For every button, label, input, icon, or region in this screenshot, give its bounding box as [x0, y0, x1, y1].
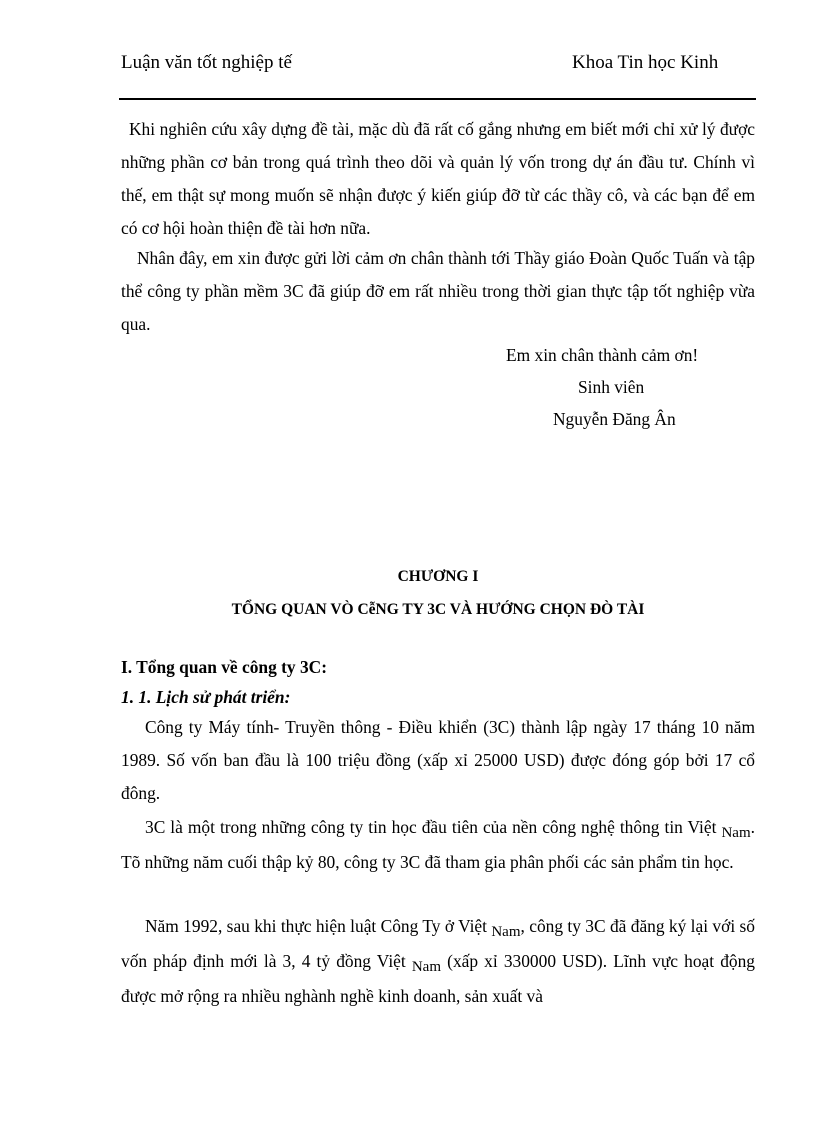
signature-thanks: Em xin chân thành cảm ơn! — [506, 345, 699, 365]
paragraph-3-text-c: (xấp xỉ 330000 USD). Lĩnh vực hoạt động được mở rộng ra nhiều nghành nghề kinh doanh, sản xuất và — [121, 951, 755, 1006]
section-paragraph-1: Công ty Máy tính- Truyền thông - Điều khiển (3C) thành lập ngày 17 tháng 10 năm 1989. Số vốn ban đầu là 100 triệu đồng (xấp xỉ 25000 USD) được đóng góp bởi 17 cổ đông. — [121, 717, 755, 803]
paragraph-3-nam-1: Nam — [491, 924, 521, 940]
signature-name: Nguyễn Đăng Ân — [553, 409, 676, 429]
signature-role: Sinh viên — [578, 377, 645, 397]
header-right-text: Khoa Tin học Kinh — [572, 52, 719, 73]
section-paragraph-2 — [121, 811, 755, 879]
paragraph-3-text-a: Năm 1992, sau khi thực hiện luật Công Ty ở Việt — [145, 916, 487, 936]
chapter-title: TỔNG QUAN VÒ CễNG TY 3C VÀ HƯỚNG CHỌN ĐÒ TÀI — [231, 601, 645, 618]
chapter-number: CHƯƠNG I — [397, 568, 479, 585]
intro-paragraph-2: Nhân đây, em xin được gửi lời cảm ơn chân thành tới Thầy giáo Đoàn Quốc Tuấn và tập thể công ty phần mềm 3C đã giúp đỡ em rất nhiều trong thời gian thực tập tốt nghiệp vừa qua. — [121, 248, 755, 334]
section-heading: I. Tổng quan về công ty 3C: — [121, 657, 327, 677]
paragraph-2-nam: Nam — [721, 825, 751, 841]
intro-paragraph-1: Khi nghiên cứu xây dựng đề tài, mặc dù đã rất cố gắng nhưng em biết mới chỉ xử lý được những phần cơ bản trong quá trình theo dõi và quản lý vốn trong dự án đầu tư. Chính vì thế, em thật sự mong muốn sẽ nhận được ý kiến giúp đỡ từ các thầy cô, và các bạn để em có cơ hội hoàn thiện đề tài hơn nữa. — [121, 119, 755, 238]
header-divider — [119, 98, 756, 100]
paragraph-2-text-b: . Tõ những năm cuối thập kỷ 80, công ty 3C đã tham gia phân phối các sản phẩm tin học. — [121, 817, 755, 872]
paragraph-2-text-a: 3C là một trong những công ty tin học đầu tiên của nền công nghệ thông tin Việt — [145, 817, 717, 837]
section-paragraph-3 — [121, 910, 755, 1013]
subsection-heading: 1. 1. Lịch sử phát triển: — [121, 687, 291, 707]
paragraph-3-text-b: , công ty 3C đã đăng ký lại với số vốn pháp định mới là 3, 4 tỷ đồng Việt — [121, 916, 755, 971]
header-left-text: Luận văn tốt nghiệp tế — [121, 52, 292, 73]
paragraph-3-nam-2: Nam — [411, 959, 442, 975]
